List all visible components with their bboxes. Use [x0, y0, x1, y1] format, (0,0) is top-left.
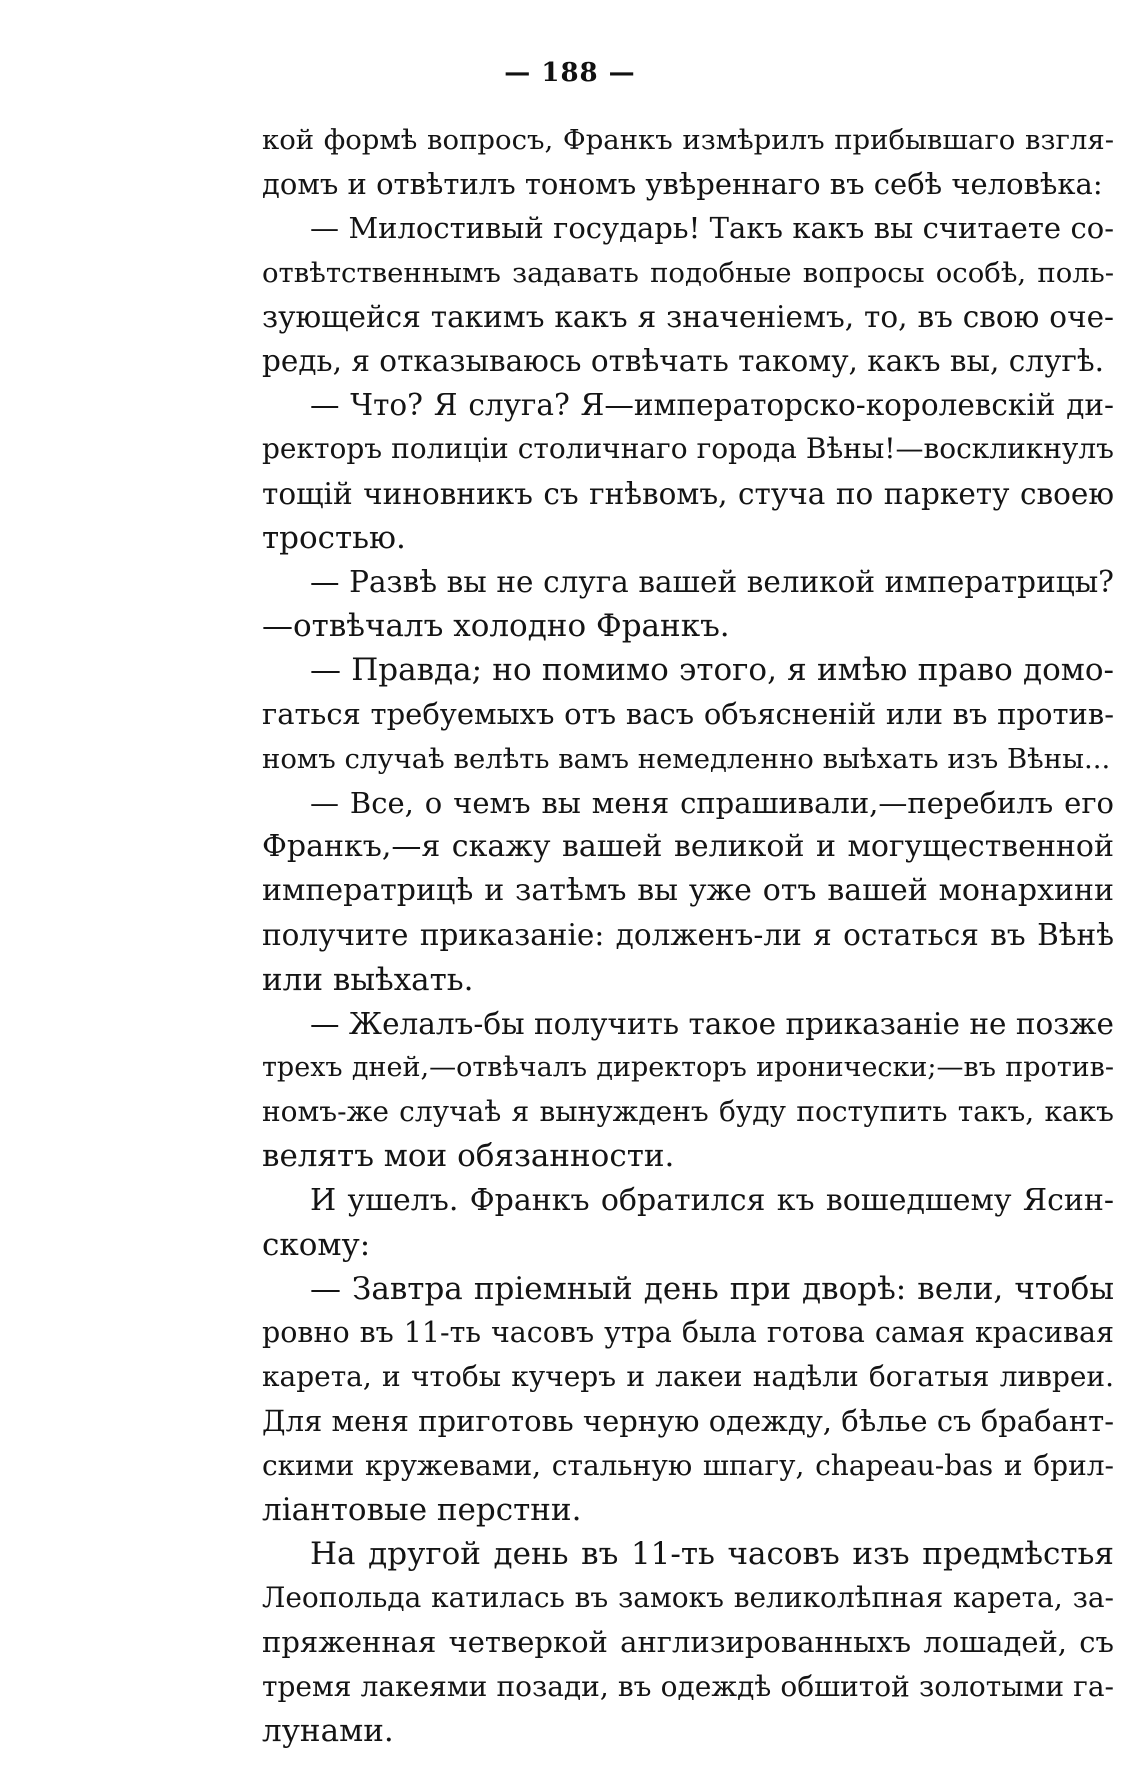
text-line: — Развѣ вы не слуга вашей великой императрицы?: [310, 564, 1114, 599]
text-line: карета, и чтобы кучеръ и лакеи надѣли богатыя ливреи.: [262, 1360, 1114, 1394]
text-line: номъ-же случаѣ я вынужденъ буду поступить такъ, какъ: [262, 1095, 1114, 1129]
text-line: трехъ дней,—отвѣчалъ директоръ иронически;—въ против-: [262, 1051, 1114, 1083]
text-line: лунами.: [262, 1712, 394, 1749]
page-number: — 188 —: [504, 58, 636, 88]
text-line: Франкъ,—я скажу вашей великой и могущественной: [262, 829, 1114, 864]
text-line: редь, я отказываюсь отвѣчать такому, какъ вы, слугѣ.: [262, 343, 1105, 378]
text-line: —отвѣчалъ холодно Франкъ.: [262, 608, 730, 645]
text-line: тростью.: [262, 519, 406, 556]
text-line: ректоръ полицiи столичнаго города Вѣны!—воскликнулъ: [262, 432, 1114, 466]
text-line: гаться требуемыхъ отъ васъ объясненiй или въ против-: [262, 697, 1114, 732]
text-line: ровно въ 11-ть часовъ утра была готова самая красивая: [262, 1316, 1114, 1350]
text-line: Леопольда катилась въ замокъ великолѣпная карета, за-: [262, 1581, 1114, 1615]
text-line: пряженная четверкой англизированныхъ лошадей, съ: [262, 1625, 1114, 1660]
body-text: [262, 118, 1114, 1753]
text-line: получите приказанiе: долженъ-ли я остаться въ Вѣнѣ: [262, 918, 1114, 953]
text-line: тремя лакеями позади, въ одеждѣ обшитой золотыми га-: [262, 1669, 1114, 1703]
text-line: велятъ мои обязанности.: [262, 1138, 675, 1175]
text-line: тощiй чиновникъ съ гнѣвомъ, стуча по паркету своею: [262, 476, 1114, 511]
text-line: И ушелъ. Франкъ обратился къ вошедшему Ясин-: [310, 1182, 1114, 1218]
text-line: императрицѣ и затѣмъ вы уже отъ вашей монархини: [262, 873, 1114, 909]
text-line: Для меня приготовь черную одежду, бѣлье съ брабант-: [262, 1404, 1114, 1439]
text-line: кой формѣ вопросъ, Франкъ измѣрилъ прибывшаго взгля-: [262, 124, 1114, 156]
text-line: или выѣхать.: [262, 961, 474, 998]
text-line: скому:: [262, 1226, 371, 1263]
text-line: — Правда; но помимо этого, я имѣю право домо-: [310, 652, 1114, 689]
text-line: — Все, о чемъ вы меня спрашивали,—перебилъ его: [310, 785, 1114, 820]
text-line: лiантовые перстни.: [262, 1491, 582, 1528]
text-line: скими кружевами, стальную шпагу, chapeau-bas и брил-: [262, 1448, 1114, 1482]
text-line: номъ случаѣ велѣть вамъ немедленно выѣхать изъ Вѣны...: [262, 742, 1111, 775]
text-line: — Что? Я слуга? Я—императорско-королевскiй ди-: [310, 388, 1114, 423]
text-line: отвѣтственнымъ задавать подобные вопросы особѣ, поль-: [262, 256, 1114, 289]
text-line: зующейся такимъ какъ я значенiемъ, то, въ свою оче-: [262, 299, 1114, 334]
text-line: На другой день въ 11-ть часовъ изъ предмѣстья: [310, 1536, 1114, 1572]
text-line: домъ и отвѣтилъ тономъ увѣреннаго въ себѣ человѣка:: [262, 167, 1103, 202]
text-line: — Милостивый государь! Такъ какъ вы считаете со-: [310, 211, 1114, 246]
text-line: — Желалъ-бы получить такое приказанiе не позже: [310, 1006, 1114, 1041]
text-line: — Завтра прiемный день при дворѣ: вели, чтобы: [310, 1270, 1114, 1307]
